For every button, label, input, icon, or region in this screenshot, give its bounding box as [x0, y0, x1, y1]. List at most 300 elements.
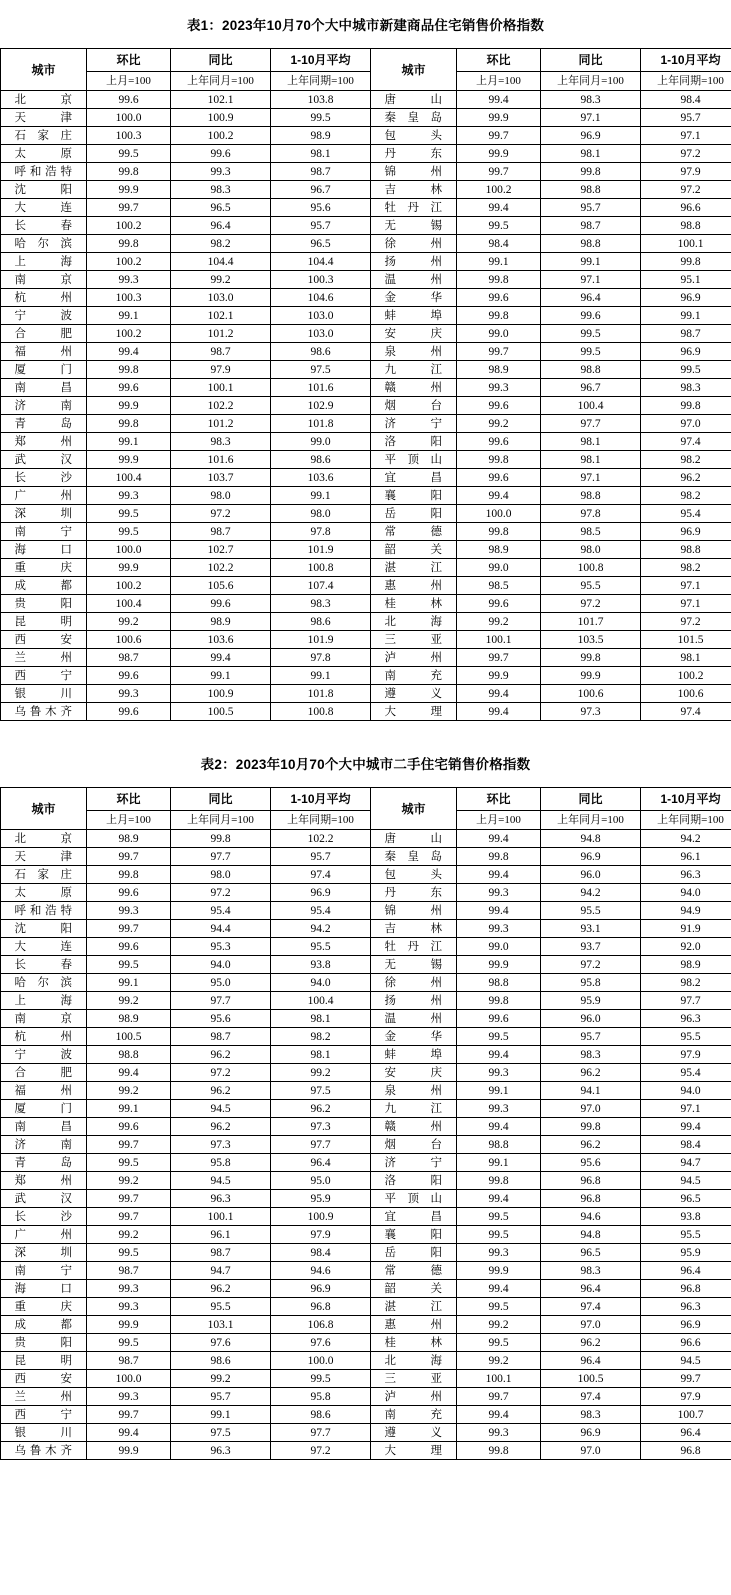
avg-cell-left: 95.6: [271, 199, 371, 217]
city-name: 郑州: [14, 1174, 73, 1187]
city-cell-right: [371, 1244, 457, 1262]
avg-cell-right: 96.9: [641, 343, 731, 361]
yoy-cell-left: 99.2: [171, 1370, 271, 1388]
yoy-cell-left: 97.7: [171, 848, 271, 866]
yoy-cell-right: 96.7: [541, 379, 641, 397]
mom-cell-left: 99.7: [87, 1190, 171, 1208]
avg-cell-right: 94.7: [641, 1154, 731, 1172]
avg-cell-right: 96.3: [641, 866, 731, 884]
mom-cell-left: 99.8: [87, 163, 171, 181]
header-avg-left: 1-10月平均: [271, 49, 371, 72]
table-row: [1, 974, 731, 992]
avg-cell-right: 96.6: [641, 199, 731, 217]
table-row: [1, 1370, 731, 1388]
city-cell-left: [1, 91, 87, 109]
yoy-cell-right: 100.8: [541, 559, 641, 577]
header-yoy-right: 同比: [541, 49, 641, 72]
table-row: [1, 703, 731, 721]
city-name: 吉林: [384, 183, 443, 196]
price-index-table-1: [0, 48, 731, 721]
mom-cell-right: 99.6: [457, 433, 541, 451]
city-name: 蚌埠: [384, 309, 443, 322]
mom-cell-left: 99.8: [87, 235, 171, 253]
mom-cell-right: 99.4: [457, 902, 541, 920]
yoy-cell-left: 102.2: [171, 397, 271, 415]
mom-cell-right: 98.8: [457, 1136, 541, 1154]
city-cell-left: [1, 577, 87, 595]
city-name: 桂林: [384, 597, 443, 610]
city-name: 沈阳: [14, 183, 73, 196]
city-cell-left: [1, 1154, 87, 1172]
city-name: 扬州: [384, 255, 443, 268]
city-cell-left: [1, 433, 87, 451]
city-name: 洛阳: [384, 435, 443, 448]
avg-cell-left: 97.3: [271, 1118, 371, 1136]
table-row: [1, 397, 731, 415]
table-1-caption: 表1：2023年10月70个大中城市新建商品住宅销售价格指数: [186, 18, 545, 33]
yoy-cell-right: 97.2: [541, 595, 641, 613]
city-name: 韶关: [384, 1282, 443, 1295]
avg-cell-right: 101.5: [641, 631, 731, 649]
mom-cell-right: 99.9: [457, 1262, 541, 1280]
city-cell-left: [1, 235, 87, 253]
mom-cell-left: 98.7: [87, 649, 171, 667]
table-row: [1, 1046, 731, 1064]
mom-cell-left: 98.9: [87, 1010, 171, 1028]
yoy-cell-left: 95.8: [171, 1154, 271, 1172]
city-name: 成都: [14, 579, 73, 592]
mom-cell-right: 99.5: [457, 217, 541, 235]
city-name: 呼和浩特: [14, 165, 73, 178]
subheader-mom-right: 上月=100: [457, 811, 541, 830]
yoy-cell-left: 103.1: [171, 1316, 271, 1334]
city-name: 金华: [384, 291, 443, 304]
table-row: [1, 595, 731, 613]
table-block-1: [0, 0, 731, 721]
avg-cell-right: 98.8: [641, 541, 731, 559]
avg-cell-left: 95.5: [271, 938, 371, 956]
yoy-cell-right: 96.8: [541, 1190, 641, 1208]
yoy-cell-left: 94.5: [171, 1172, 271, 1190]
city-cell-left: [1, 667, 87, 685]
avg-cell-right: 91.9: [641, 920, 731, 938]
yoy-cell-right: 98.0: [541, 541, 641, 559]
avg-cell-left: 95.7: [271, 217, 371, 235]
avg-cell-right: 96.9: [641, 523, 731, 541]
avg-cell-left: 94.0: [271, 974, 371, 992]
city-name: 兰州: [14, 1390, 73, 1403]
avg-cell-right: 99.5: [641, 361, 731, 379]
city-cell-right: [371, 109, 457, 127]
mom-cell-right: 99.5: [457, 1298, 541, 1316]
mom-cell-right: 99.5: [457, 1028, 541, 1046]
avg-cell-right: 99.8: [641, 397, 731, 415]
table-row: [1, 1424, 731, 1442]
city-name: 襄阳: [384, 1228, 443, 1241]
yoy-cell-left: 94.4: [171, 920, 271, 938]
avg-cell-left: 96.4: [271, 1154, 371, 1172]
city-cell-left: [1, 1082, 87, 1100]
yoy-cell-right: 97.2: [541, 956, 641, 974]
city-name: 北京: [14, 93, 73, 106]
mom-cell-left: 99.8: [87, 415, 171, 433]
city-name: 泸州: [384, 1390, 443, 1403]
table-row: [1, 1406, 731, 1424]
mom-cell-left: 100.3: [87, 289, 171, 307]
table-row: [1, 1316, 731, 1334]
avg-cell-right: 97.1: [641, 1100, 731, 1118]
city-cell-right: [371, 974, 457, 992]
yoy-cell-right: 97.7: [541, 415, 641, 433]
mom-cell-left: 99.9: [87, 1316, 171, 1334]
mom-cell-right: 99.1: [457, 1082, 541, 1100]
avg-cell-left: 97.6: [271, 1334, 371, 1352]
city-name: 济宁: [384, 1156, 443, 1169]
table-row: [1, 1172, 731, 1190]
mom-cell-left: 100.4: [87, 469, 171, 487]
mom-cell-right: 99.0: [457, 325, 541, 343]
avg-cell-right: 96.4: [641, 1424, 731, 1442]
city-name: 深圳: [14, 1246, 73, 1259]
yoy-cell-right: 96.4: [541, 1280, 641, 1298]
city-cell-left: [1, 685, 87, 703]
yoy-cell-left: 98.7: [171, 343, 271, 361]
city-cell-right: [371, 1190, 457, 1208]
yoy-cell-left: 98.7: [171, 1028, 271, 1046]
yoy-cell-left: 98.7: [171, 523, 271, 541]
yoy-cell-left: 100.1: [171, 1208, 271, 1226]
avg-cell-left: 101.6: [271, 379, 371, 397]
city-name: 银川: [14, 1426, 73, 1439]
yoy-cell-right: 96.8: [541, 1172, 641, 1190]
city-name: 泸州: [384, 651, 443, 664]
city-name: 惠州: [384, 579, 443, 592]
mom-cell-right: 99.6: [457, 595, 541, 613]
yoy-cell-right: 98.1: [541, 433, 641, 451]
mom-cell-right: 99.2: [457, 1352, 541, 1370]
city-cell-right: [371, 1046, 457, 1064]
avg-cell-right: 98.9: [641, 956, 731, 974]
city-cell-right: [371, 685, 457, 703]
table-row: [1, 1280, 731, 1298]
city-cell-left: [1, 938, 87, 956]
avg-cell-left: 101.8: [271, 685, 371, 703]
yoy-cell-left: 96.3: [171, 1190, 271, 1208]
city-cell-right: [371, 577, 457, 595]
mom-cell-right: 99.3: [457, 1244, 541, 1262]
city-name: 襄阳: [384, 489, 443, 502]
table-row: [1, 848, 731, 866]
table-row: [1, 181, 731, 199]
yoy-cell-left: 96.1: [171, 1226, 271, 1244]
city-name: 西安: [14, 1372, 73, 1385]
city-name: 湛江: [384, 1300, 443, 1313]
avg-cell-right: 98.4: [641, 1136, 731, 1154]
city-cell-right: [371, 541, 457, 559]
city-cell-right: [371, 1262, 457, 1280]
city-name: 宜昌: [384, 1210, 443, 1223]
mom-cell-right: 99.4: [457, 1190, 541, 1208]
yoy-cell-right: 96.5: [541, 1244, 641, 1262]
mom-cell-left: 99.7: [87, 920, 171, 938]
city-name: 西安: [14, 633, 73, 646]
yoy-cell-left: 101.2: [171, 325, 271, 343]
avg-cell-left: 96.9: [271, 1280, 371, 1298]
mom-cell-left: 99.5: [87, 505, 171, 523]
mom-cell-left: 99.3: [87, 902, 171, 920]
city-name: 泉州: [384, 345, 443, 358]
yoy-cell-right: 98.8: [541, 361, 641, 379]
mom-cell-right: 99.5: [457, 1208, 541, 1226]
avg-cell-left: 104.6: [271, 289, 371, 307]
mom-cell-right: 99.4: [457, 830, 541, 848]
city-name: 合肥: [14, 1066, 73, 1079]
city-cell-left: [1, 343, 87, 361]
yoy-cell-right: 95.9: [541, 992, 641, 1010]
yoy-cell-right: 98.3: [541, 1262, 641, 1280]
yoy-cell-right: 94.8: [541, 1226, 641, 1244]
avg-cell-left: 99.2: [271, 1064, 371, 1082]
avg-cell-right: 95.5: [641, 1226, 731, 1244]
city-name: 九江: [384, 1102, 443, 1115]
yoy-cell-right: 98.8: [541, 235, 641, 253]
table-row: [1, 631, 731, 649]
yoy-cell-left: 97.9: [171, 361, 271, 379]
yoy-cell-left: 101.2: [171, 415, 271, 433]
yoy-cell-left: 95.3: [171, 938, 271, 956]
avg-cell-right: 99.1: [641, 307, 731, 325]
city-name: 金华: [384, 1030, 443, 1043]
subheader-yoy-right: 上年同月=100: [541, 811, 641, 830]
city-cell-left: [1, 451, 87, 469]
table-row: [1, 289, 731, 307]
avg-cell-right: 97.0: [641, 415, 731, 433]
avg-cell-left: 99.5: [271, 1370, 371, 1388]
yoy-cell-right: 98.8: [541, 487, 641, 505]
yoy-cell-right: 97.0: [541, 1442, 641, 1460]
mom-cell-left: 99.9: [87, 559, 171, 577]
mom-cell-left: 98.8: [87, 1046, 171, 1064]
city-name: 深圳: [14, 507, 73, 520]
avg-cell-right: 100.2: [641, 667, 731, 685]
mom-cell-right: 99.8: [457, 307, 541, 325]
mom-cell-right: 99.3: [457, 1064, 541, 1082]
yoy-cell-right: 96.9: [541, 1424, 641, 1442]
city-cell-right: [371, 1226, 457, 1244]
yoy-cell-right: 101.7: [541, 613, 641, 631]
mom-cell-left: 100.0: [87, 1370, 171, 1388]
table-row: [1, 271, 731, 289]
city-cell-left: [1, 541, 87, 559]
city-name: 烟台: [384, 399, 443, 412]
city-cell-right: [371, 1208, 457, 1226]
city-name: 重庆: [14, 1300, 73, 1313]
city-cell-left: [1, 1352, 87, 1370]
mom-cell-right: 99.6: [457, 469, 541, 487]
city-name: 广州: [14, 489, 73, 502]
avg-cell-left: 107.4: [271, 577, 371, 595]
table-row: [1, 1334, 731, 1352]
city-name: 南充: [384, 669, 443, 682]
city-cell-left: [1, 902, 87, 920]
avg-cell-left: 94.6: [271, 1262, 371, 1280]
mom-cell-left: 99.9: [87, 181, 171, 199]
table-row: [1, 307, 731, 325]
table-row: [1, 145, 731, 163]
yoy-cell-left: 100.1: [171, 379, 271, 397]
city-name: 包头: [384, 129, 443, 142]
city-cell-left: [1, 253, 87, 271]
table-2-body: [1, 830, 731, 1460]
mom-cell-right: 99.9: [457, 145, 541, 163]
city-name: 洛阳: [384, 1174, 443, 1187]
city-name: 天津: [14, 850, 73, 863]
city-name: 丹东: [384, 886, 443, 899]
yoy-cell-left: 103.7: [171, 469, 271, 487]
mom-cell-right: 99.6: [457, 289, 541, 307]
city-cell-left: [1, 1190, 87, 1208]
avg-cell-left: 103.0: [271, 307, 371, 325]
table-row: [1, 343, 731, 361]
avg-cell-right: 94.5: [641, 1172, 731, 1190]
table-row: [1, 109, 731, 127]
city-cell-left: [1, 992, 87, 1010]
city-name: 呼和浩特: [14, 904, 73, 917]
yoy-cell-left: 96.2: [171, 1046, 271, 1064]
mom-cell-left: 98.7: [87, 1352, 171, 1370]
yoy-cell-right: 96.2: [541, 1064, 641, 1082]
table-row: [1, 1154, 731, 1172]
mom-cell-left: 99.7: [87, 199, 171, 217]
city-cell-right: [371, 631, 457, 649]
city-name: 海口: [14, 1282, 73, 1295]
avg-cell-right: 96.8: [641, 1442, 731, 1460]
city-cell-right: [371, 1424, 457, 1442]
yoy-cell-right: 97.4: [541, 1298, 641, 1316]
yoy-cell-right: 95.8: [541, 974, 641, 992]
city-name: 兰州: [14, 651, 73, 664]
avg-cell-right: 97.2: [641, 181, 731, 199]
avg-cell-right: 97.7: [641, 992, 731, 1010]
yoy-cell-right: 97.0: [541, 1316, 641, 1334]
avg-cell-left: 96.2: [271, 1100, 371, 1118]
city-cell-right: [371, 361, 457, 379]
table-row: [1, 91, 731, 109]
table-row: [1, 1064, 731, 1082]
avg-cell-right: 95.9: [641, 1244, 731, 1262]
city-cell-right: [371, 235, 457, 253]
header-city-left: 城市: [1, 788, 87, 830]
city-name: 湛江: [384, 561, 443, 574]
city-cell-left: [1, 127, 87, 145]
city-name: 惠州: [384, 1318, 443, 1331]
avg-cell-right: 98.2: [641, 487, 731, 505]
mom-cell-right: 98.4: [457, 235, 541, 253]
avg-cell-left: 97.8: [271, 523, 371, 541]
city-cell-left: [1, 271, 87, 289]
price-index-table-2: [0, 787, 731, 1460]
mom-cell-right: 100.1: [457, 1370, 541, 1388]
mom-cell-right: 99.9: [457, 667, 541, 685]
avg-cell-right: 95.1: [641, 271, 731, 289]
yoy-cell-left: 97.7: [171, 992, 271, 1010]
yoy-cell-right: 97.1: [541, 109, 641, 127]
city-cell-right: [371, 1280, 457, 1298]
table-row: [1, 613, 731, 631]
yoy-cell-left: 97.5: [171, 1424, 271, 1442]
city-name: 北京: [14, 832, 73, 845]
yoy-cell-right: 97.1: [541, 469, 641, 487]
yoy-cell-left: 99.6: [171, 595, 271, 613]
mom-cell-left: 100.2: [87, 217, 171, 235]
city-cell-left: [1, 1316, 87, 1334]
table-block-2: [0, 721, 731, 1460]
subheader-mom-left: 上月=100: [87, 811, 171, 830]
city-name: 长沙: [14, 1210, 73, 1223]
mom-cell-right: 99.3: [457, 920, 541, 938]
table-row: [1, 1388, 731, 1406]
avg-cell-right: 99.8: [641, 253, 731, 271]
mom-cell-right: 99.3: [457, 884, 541, 902]
mom-cell-right: 99.4: [457, 1118, 541, 1136]
city-cell-right: [371, 649, 457, 667]
city-name: 北海: [384, 1354, 443, 1367]
mom-cell-right: 99.7: [457, 163, 541, 181]
yoy-cell-left: 96.2: [171, 1280, 271, 1298]
avg-cell-left: 100.9: [271, 1208, 371, 1226]
mom-cell-right: 99.4: [457, 91, 541, 109]
city-cell-right: [371, 1118, 457, 1136]
avg-cell-right: 99.7: [641, 1370, 731, 1388]
yoy-cell-left: 100.9: [171, 685, 271, 703]
city-name: 泉州: [384, 1084, 443, 1097]
yoy-cell-left: 102.2: [171, 559, 271, 577]
yoy-cell-left: 94.5: [171, 1100, 271, 1118]
city-name: 常德: [384, 1264, 443, 1277]
city-cell-right: [371, 956, 457, 974]
avg-cell-right: 96.2: [641, 469, 731, 487]
mom-cell-left: 100.2: [87, 253, 171, 271]
avg-cell-right: 92.0: [641, 938, 731, 956]
city-name: 太原: [14, 147, 73, 160]
city-cell-right: [371, 1064, 457, 1082]
avg-cell-right: 97.1: [641, 127, 731, 145]
mom-cell-right: 99.9: [457, 109, 541, 127]
city-cell-left: [1, 163, 87, 181]
city-name: 秦皇岛: [384, 850, 443, 863]
city-name: 南宁: [14, 525, 73, 538]
city-cell-right: [371, 145, 457, 163]
yoy-cell-left: 102.7: [171, 541, 271, 559]
city-cell-left: [1, 1028, 87, 1046]
table-row: [1, 830, 731, 848]
avg-cell-left: 101.9: [271, 541, 371, 559]
avg-cell-left: 106.8: [271, 1316, 371, 1334]
city-cell-left: [1, 649, 87, 667]
city-name: 西宁: [14, 669, 73, 682]
table-row: [1, 1118, 731, 1136]
city-cell-left: [1, 848, 87, 866]
yoy-cell-right: 96.4: [541, 1352, 641, 1370]
city-name: 青岛: [14, 1156, 73, 1169]
subheader-yoy-left: 上年同月=100: [171, 72, 271, 91]
mom-cell-left: 99.8: [87, 866, 171, 884]
city-cell-right: [371, 127, 457, 145]
yoy-cell-right: 98.1: [541, 145, 641, 163]
city-name: 石家庄: [14, 868, 73, 881]
city-name: 三亚: [384, 633, 443, 646]
mom-cell-right: 99.8: [457, 1442, 541, 1460]
